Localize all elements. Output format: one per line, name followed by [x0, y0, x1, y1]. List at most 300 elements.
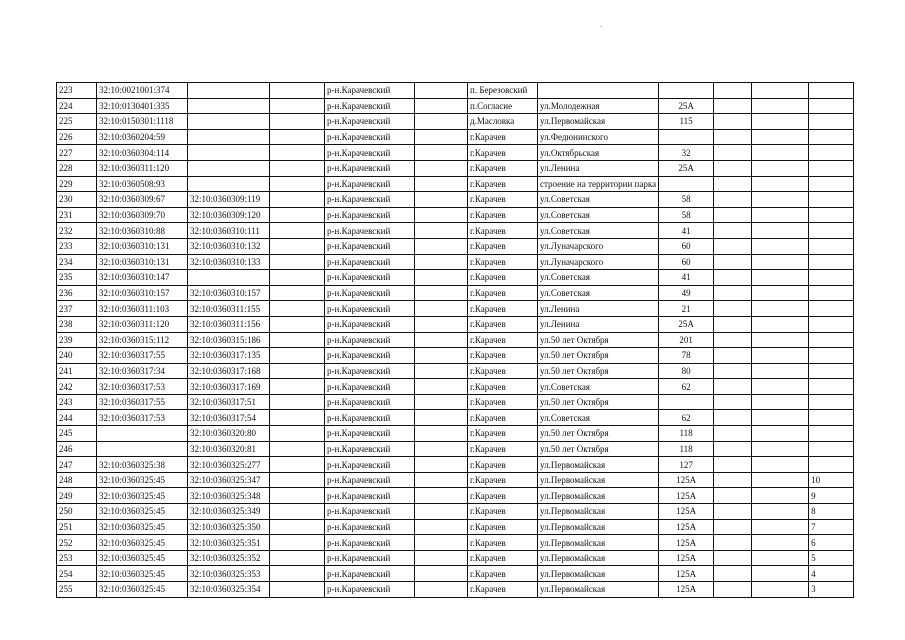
- cadastral-number-1-cell: 32:10:0360310:88: [97, 223, 188, 239]
- cadastral-number-2-cell: [188, 98, 270, 114]
- street-cell: ул.Ленина: [538, 160, 659, 176]
- locality-cell: г.Карачев: [468, 519, 538, 535]
- row-number-cell: 236: [57, 285, 97, 301]
- spacer-cell: [270, 207, 325, 223]
- spacer-cell: [752, 535, 809, 551]
- locality-cell: г.Карачев: [468, 207, 538, 223]
- spacer-cell: [714, 566, 752, 582]
- locality-cell: д.Масловка: [468, 114, 538, 130]
- district-cell: р-н.Карачевский: [325, 410, 415, 426]
- locality-cell: г.Карачев: [468, 129, 538, 145]
- house-number-cell: 25А: [659, 316, 714, 332]
- property-table: [56, 82, 854, 598]
- cadastral-number-2-cell: 32:10:0360315:186: [188, 332, 270, 348]
- district-cell: р-н.Карачевский: [325, 160, 415, 176]
- spacer-cell: [415, 379, 468, 395]
- locality-cell: п.Согласие: [468, 98, 538, 114]
- cadastral-number-2-cell: [188, 176, 270, 192]
- spacer-cell: [714, 301, 752, 317]
- spacer-cell: [752, 504, 809, 520]
- spacer-cell: [752, 83, 809, 99]
- spacer-cell: [752, 270, 809, 286]
- spacer-cell: [752, 550, 809, 566]
- district-cell: р-н.Карачевский: [325, 550, 415, 566]
- table-row: [57, 207, 854, 223]
- spacer-cell: [415, 363, 468, 379]
- cadastral-number-2-cell: 32:10:0360310:111: [188, 223, 270, 239]
- cadastral-number-2-cell: [188, 114, 270, 130]
- spacer-cell: [714, 332, 752, 348]
- spacer-cell: [714, 254, 752, 270]
- cadastral-number-1-cell: 32:10:0360325:38: [97, 457, 188, 473]
- spacer-cell: [415, 394, 468, 410]
- cadastral-number-1-cell: 32:10:0360310:147: [97, 270, 188, 286]
- spacer-cell: [752, 223, 809, 239]
- spacer-cell: [270, 441, 325, 457]
- spacer-cell: [270, 129, 325, 145]
- house-number-cell: 25А: [659, 160, 714, 176]
- cadastral-number-2-cell: 32:10:0360310:132: [188, 238, 270, 254]
- extra-number-cell: [809, 363, 854, 379]
- spacer-cell: [752, 566, 809, 582]
- spacer-cell: [270, 176, 325, 192]
- cadastral-number-1-cell: 32:10:0360310:131: [97, 254, 188, 270]
- street-cell: ул.Советская: [538, 192, 659, 208]
- street-cell: ул.Первомайская: [538, 114, 659, 130]
- house-number-cell: 80: [659, 363, 714, 379]
- spacer-cell: [714, 348, 752, 364]
- street-cell: ул.Первомайская: [538, 472, 659, 488]
- spacer-cell: [270, 254, 325, 270]
- locality-cell: г.Карачев: [468, 441, 538, 457]
- cadastral-number-2-cell: 32:10:0360325:347: [188, 472, 270, 488]
- spacer-cell: [415, 145, 468, 161]
- locality-cell: п. Березовский: [468, 83, 538, 99]
- house-number-cell: 25А: [659, 98, 714, 114]
- spacer-cell: [270, 238, 325, 254]
- house-number-cell: 125А: [659, 535, 714, 551]
- row-number-cell: 246: [57, 441, 97, 457]
- house-number-cell: 60: [659, 254, 714, 270]
- table-row: [57, 535, 854, 551]
- spacer-cell: [714, 504, 752, 520]
- house-number-cell: 58: [659, 207, 714, 223]
- extra-number-cell: [809, 192, 854, 208]
- spacer-cell: [415, 192, 468, 208]
- house-number-cell: 125А: [659, 582, 714, 598]
- cadastral-number-1-cell: 32:10:0360315:112: [97, 332, 188, 348]
- extra-number-cell: 6: [809, 535, 854, 551]
- row-number-cell: 228: [57, 160, 97, 176]
- extra-number-cell: [809, 394, 854, 410]
- cadastral-number-2-cell: 32:10:0360320:80: [188, 426, 270, 442]
- spacer-cell: [270, 145, 325, 161]
- row-number-cell: 247: [57, 457, 97, 473]
- cadastral-number-2-cell: 32:10:0360309:119: [188, 192, 270, 208]
- spacer-cell: [270, 550, 325, 566]
- spacer-cell: [752, 114, 809, 130]
- cadastral-number-2-cell: 32:10:0360325:353: [188, 566, 270, 582]
- table-row: [57, 223, 854, 239]
- street-cell: ул.Первомайская: [538, 504, 659, 520]
- extra-number-cell: [809, 301, 854, 317]
- spacer-cell: [270, 566, 325, 582]
- street-cell: [538, 83, 659, 99]
- row-number-cell: 242: [57, 379, 97, 395]
- spacer-cell: [270, 332, 325, 348]
- house-number-cell: 125А: [659, 550, 714, 566]
- cadastral-number-2-cell: [188, 145, 270, 161]
- table-row: [57, 285, 854, 301]
- spacer-cell: [752, 488, 809, 504]
- cadastral-number-2-cell: 32:10:0360325:349: [188, 504, 270, 520]
- cadastral-number-2-cell: 32:10:0360325:348: [188, 488, 270, 504]
- house-number-cell: 41: [659, 270, 714, 286]
- extra-number-cell: [809, 410, 854, 426]
- district-cell: р-н.Карачевский: [325, 207, 415, 223]
- extra-number-cell: [809, 441, 854, 457]
- street-cell: ул.Луначарского: [538, 238, 659, 254]
- table-row: [57, 254, 854, 270]
- spacer-cell: [752, 238, 809, 254]
- spacer-cell: [415, 176, 468, 192]
- row-number-cell: 233: [57, 238, 97, 254]
- spacer-cell: [752, 176, 809, 192]
- locality-cell: г.Карачев: [468, 394, 538, 410]
- spacer-cell: [270, 394, 325, 410]
- cadastral-number-2-cell: 32:10:0360325:352: [188, 550, 270, 566]
- spacer-cell: [752, 472, 809, 488]
- cadastral-number-1-cell: 32:10:0360204:59: [97, 129, 188, 145]
- cadastral-number-1-cell: 32:10:0021001:374: [97, 83, 188, 99]
- locality-cell: г.Карачев: [468, 410, 538, 426]
- house-number-cell: 32: [659, 145, 714, 161]
- house-number-cell: 115: [659, 114, 714, 130]
- house-number-cell: 201: [659, 332, 714, 348]
- cadastral-number-2-cell: 32:10:0360325:351: [188, 535, 270, 551]
- cadastral-number-1-cell: 32:10:0360325:45: [97, 535, 188, 551]
- spacer-cell: [752, 145, 809, 161]
- spacer-cell: [270, 363, 325, 379]
- row-number-cell: 224: [57, 98, 97, 114]
- table-row: [57, 504, 854, 520]
- spacer-cell: [714, 83, 752, 99]
- cadastral-number-1-cell: 32:10:0360508:93: [97, 176, 188, 192]
- cadastral-number-1-cell: 32:10:0360317:53: [97, 379, 188, 395]
- spacer-cell: [415, 426, 468, 442]
- street-cell: ул.Советская: [538, 379, 659, 395]
- extra-number-cell: 4: [809, 566, 854, 582]
- district-cell: р-н.Карачевский: [325, 270, 415, 286]
- district-cell: р-н.Карачевский: [325, 379, 415, 395]
- locality-cell: г.Карачев: [468, 457, 538, 473]
- spacer-cell: [714, 394, 752, 410]
- cadastral-number-2-cell: 32:10:0360317:51: [188, 394, 270, 410]
- table-row: [57, 316, 854, 332]
- extra-number-cell: 5: [809, 550, 854, 566]
- cadastral-number-1-cell: [97, 426, 188, 442]
- spacer-cell: [714, 223, 752, 239]
- spacer-cell: [270, 426, 325, 442]
- locality-cell: г.Карачев: [468, 145, 538, 161]
- spacer-cell: [714, 441, 752, 457]
- street-cell: ул.Советская: [538, 207, 659, 223]
- cadastral-number-1-cell: 32:10:0150301:1118: [97, 114, 188, 130]
- extra-number-cell: [809, 270, 854, 286]
- street-cell: ул.50 лет Октября: [538, 394, 659, 410]
- cadastral-number-2-cell: 32:10:0360310:133: [188, 254, 270, 270]
- row-number-cell: 237: [57, 301, 97, 317]
- spacer-cell: [714, 98, 752, 114]
- district-cell: р-н.Карачевский: [325, 223, 415, 239]
- street-cell: ул.Ленина: [538, 316, 659, 332]
- district-cell: р-н.Карачевский: [325, 98, 415, 114]
- cadastral-number-1-cell: 32:10:0360311:120: [97, 160, 188, 176]
- street-cell: ул.Октябрьская: [538, 145, 659, 161]
- spacer-cell: [270, 488, 325, 504]
- table-row: [57, 582, 854, 598]
- spacer-cell: [752, 98, 809, 114]
- spacer-cell: [714, 363, 752, 379]
- spacer-cell: [714, 550, 752, 566]
- spacer-cell: [752, 582, 809, 598]
- cadastral-number-1-cell: 32:10:0360311:120: [97, 316, 188, 332]
- house-number-cell: [659, 83, 714, 99]
- table-row: [57, 332, 854, 348]
- spacer-cell: [415, 488, 468, 504]
- cadastral-number-2-cell: 32:10:0360320:81: [188, 441, 270, 457]
- locality-cell: г.Карачев: [468, 582, 538, 598]
- district-cell: р-н.Карачевский: [325, 504, 415, 520]
- house-number-cell: 21: [659, 301, 714, 317]
- spacer-cell: [415, 301, 468, 317]
- row-number-cell: 239: [57, 332, 97, 348]
- street-cell: ул.50 лет Октября: [538, 441, 659, 457]
- spacer-cell: [752, 426, 809, 442]
- cadastral-number-2-cell: 32:10:0360317:54: [188, 410, 270, 426]
- spacer-cell: [752, 441, 809, 457]
- spacer-cell: [752, 301, 809, 317]
- row-number-cell: 252: [57, 535, 97, 551]
- locality-cell: г.Карачев: [468, 504, 538, 520]
- district-cell: р-н.Карачевский: [325, 192, 415, 208]
- cadastral-number-1-cell: [97, 441, 188, 457]
- spacer-cell: [415, 582, 468, 598]
- row-number-cell: 251: [57, 519, 97, 535]
- spacer-cell: [270, 223, 325, 239]
- spacer-cell: [270, 504, 325, 520]
- table-row: [57, 192, 854, 208]
- spacer-cell: [752, 129, 809, 145]
- locality-cell: г.Карачев: [468, 270, 538, 286]
- street-cell: ул.Федюнинского: [538, 129, 659, 145]
- cadastral-number-1-cell: 32:10:0360309:70: [97, 207, 188, 223]
- table-row: [57, 426, 854, 442]
- cadastral-number-1-cell: 32:10:0360317:55: [97, 348, 188, 364]
- extra-number-cell: [809, 207, 854, 223]
- spacer-cell: [714, 207, 752, 223]
- spacer-cell: [415, 114, 468, 130]
- spacer-cell: [752, 394, 809, 410]
- locality-cell: г.Карачев: [468, 254, 538, 270]
- district-cell: р-н.Карачевский: [325, 254, 415, 270]
- locality-cell: г.Карачев: [468, 426, 538, 442]
- district-cell: р-н.Карачевский: [325, 457, 415, 473]
- district-cell: р-н.Карачевский: [325, 426, 415, 442]
- district-cell: р-н.Карачевский: [325, 238, 415, 254]
- row-number-cell: 230: [57, 192, 97, 208]
- spacer-cell: [415, 457, 468, 473]
- table-row: [57, 238, 854, 254]
- spacer-cell: [270, 316, 325, 332]
- cadastral-number-2-cell: [188, 83, 270, 99]
- spacer-cell: [270, 192, 325, 208]
- spacer-cell: [714, 270, 752, 286]
- locality-cell: г.Карачев: [468, 535, 538, 551]
- spacer-cell: [714, 129, 752, 145]
- locality-cell: г.Карачев: [468, 379, 538, 395]
- street-cell: ул.Первомайская: [538, 566, 659, 582]
- table-row: [57, 145, 854, 161]
- locality-cell: г.Карачев: [468, 488, 538, 504]
- extra-number-cell: [809, 332, 854, 348]
- table-row: [57, 160, 854, 176]
- locality-cell: г.Карачев: [468, 301, 538, 317]
- cadastral-number-2-cell: 32:10:0360325:350: [188, 519, 270, 535]
- row-number-cell: 240: [57, 348, 97, 364]
- street-cell: ул.Первомайская: [538, 535, 659, 551]
- district-cell: р-н.Карачевский: [325, 472, 415, 488]
- extra-number-cell: [809, 426, 854, 442]
- extra-number-cell: 9: [809, 488, 854, 504]
- row-number-cell: 226: [57, 129, 97, 145]
- extra-number-cell: [809, 348, 854, 364]
- district-cell: р-н.Карачевский: [325, 129, 415, 145]
- extra-number-cell: [809, 145, 854, 161]
- spacer-cell: [415, 410, 468, 426]
- house-number-cell: 127: [659, 457, 714, 473]
- row-number-cell: 232: [57, 223, 97, 239]
- spacer-cell: [415, 129, 468, 145]
- extra-number-cell: [809, 254, 854, 270]
- locality-cell: г.Карачев: [468, 566, 538, 582]
- spacer-cell: [752, 363, 809, 379]
- house-number-cell: 49: [659, 285, 714, 301]
- spacer-cell: [415, 566, 468, 582]
- cadastral-number-1-cell: 32:10:0360325:45: [97, 519, 188, 535]
- street-cell: ул.Луначарского: [538, 254, 659, 270]
- spacer-cell: [415, 472, 468, 488]
- street-cell: ул.Первомайская: [538, 550, 659, 566]
- cadastral-number-2-cell: 32:10:0360317:168: [188, 363, 270, 379]
- locality-cell: г.Карачев: [468, 176, 538, 192]
- house-number-cell: 62: [659, 379, 714, 395]
- spacer-cell: [270, 348, 325, 364]
- street-cell: ул.Ленина: [538, 301, 659, 317]
- spacer-cell: [714, 535, 752, 551]
- spacer-cell: [714, 426, 752, 442]
- spacer-cell: [752, 519, 809, 535]
- extra-number-cell: [809, 457, 854, 473]
- spacer-cell: [415, 83, 468, 99]
- table-row: [57, 566, 854, 582]
- cadastral-number-1-cell: 32:10:0360311:103: [97, 301, 188, 317]
- extra-number-cell: 7: [809, 519, 854, 535]
- table-row: [57, 98, 854, 114]
- spacer-cell: [714, 145, 752, 161]
- row-number-cell: 238: [57, 316, 97, 332]
- house-number-cell: 118: [659, 426, 714, 442]
- house-number-cell: [659, 394, 714, 410]
- spacer-cell: [714, 192, 752, 208]
- house-number-cell: 125А: [659, 519, 714, 535]
- spacer-cell: [752, 192, 809, 208]
- extra-number-cell: 8: [809, 504, 854, 520]
- extra-number-cell: [809, 238, 854, 254]
- locality-cell: г.Карачев: [468, 223, 538, 239]
- row-number-cell: 254: [57, 566, 97, 582]
- spacer-cell: [270, 379, 325, 395]
- cadastral-number-1-cell: 32:10:0360317:34: [97, 363, 188, 379]
- spacer-cell: [415, 504, 468, 520]
- locality-cell: г.Карачев: [468, 363, 538, 379]
- spacer-cell: [714, 379, 752, 395]
- cadastral-number-2-cell: 32:10:0360309:120: [188, 207, 270, 223]
- spacer-cell: [752, 254, 809, 270]
- table-row: [57, 301, 854, 317]
- spacer-cell: [270, 457, 325, 473]
- spacer-cell: [415, 254, 468, 270]
- row-number-cell: 250: [57, 504, 97, 520]
- table-row: [57, 379, 854, 395]
- row-number-cell: 225: [57, 114, 97, 130]
- spacer-cell: [415, 160, 468, 176]
- street-cell: ул.50 лет Октября: [538, 426, 659, 442]
- street-cell: ул.Советская: [538, 270, 659, 286]
- locality-cell: г.Карачев: [468, 332, 538, 348]
- spacer-cell: [270, 472, 325, 488]
- house-number-cell: [659, 129, 714, 145]
- house-number-cell: [659, 176, 714, 192]
- table-row: [57, 270, 854, 286]
- spacer-cell: [714, 519, 752, 535]
- table-row: [57, 176, 854, 192]
- district-cell: р-н.Карачевский: [325, 363, 415, 379]
- spacer-cell: [714, 285, 752, 301]
- row-number-cell: 255: [57, 582, 97, 598]
- house-number-cell: 125А: [659, 488, 714, 504]
- spacer-cell: [752, 285, 809, 301]
- extra-number-cell: 3: [809, 582, 854, 598]
- spacer-cell: [714, 316, 752, 332]
- spacer-cell: [415, 348, 468, 364]
- spacer-cell: [270, 519, 325, 535]
- spacer-cell: [415, 285, 468, 301]
- table-row: [57, 129, 854, 145]
- spacer-cell: [752, 316, 809, 332]
- table-row: [57, 114, 854, 130]
- spacer-cell: [752, 207, 809, 223]
- spacer-cell: [270, 301, 325, 317]
- cadastral-number-1-cell: 32:10:0360325:45: [97, 472, 188, 488]
- spacer-cell: [415, 550, 468, 566]
- street-cell: ул.Советская: [538, 223, 659, 239]
- cadastral-number-1-cell: 32:10:0360317:53: [97, 410, 188, 426]
- locality-cell: г.Карачев: [468, 348, 538, 364]
- row-number-cell: 245: [57, 426, 97, 442]
- cadastral-number-1-cell: 32:10:0360325:45: [97, 550, 188, 566]
- locality-cell: г.Карачев: [468, 472, 538, 488]
